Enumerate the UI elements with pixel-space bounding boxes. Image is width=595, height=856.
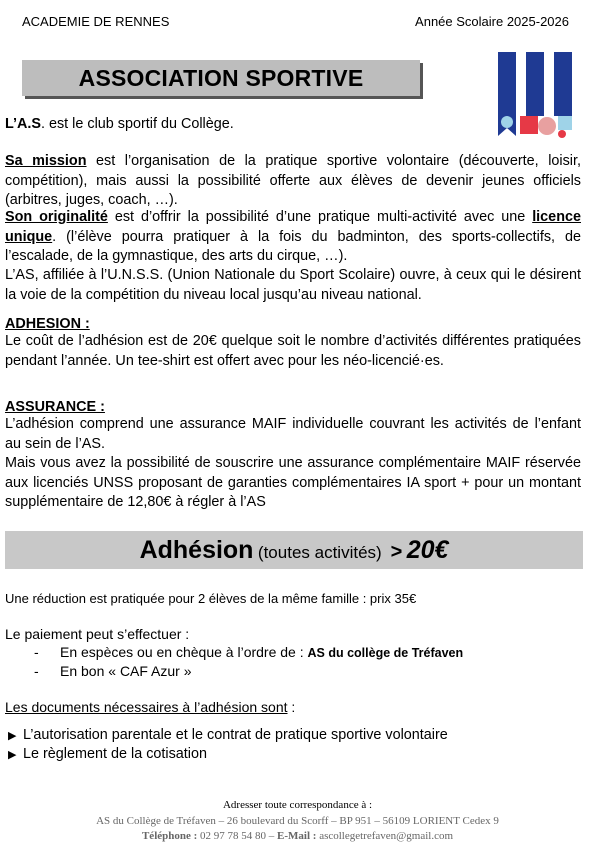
documents-heading-line <box>5 699 295 715</box>
triangle-bullet-icon: ▶ <box>8 749 17 761</box>
mission-heading: Sa mission <box>5 153 87 169</box>
reduction-text: Une réduction est pratiquée pour 2 élèves de la même famille : prix 35€ <box>5 591 417 606</box>
originalite-text-1: est d’offrir la possibilité d’une pratique multi-activité avec une <box>107 209 533 225</box>
intro-paragraph <box>5 115 581 135</box>
footer-contact <box>0 829 595 843</box>
payment-item-text: En bon « CAF Azur » <box>60 663 192 679</box>
adhesion-heading: ADHESION : <box>5 316 90 332</box>
payment-payee: AS du collège de Tréfaven <box>307 646 464 660</box>
adhesion-word: Adhésion <box>139 536 254 564</box>
assurance-text-2: Mais vous avez la possibilité de souscrire une assurance complémentaire MAIF réservée aux licenciés UNSS proposant de garanties complémentaires IA sport + pour un montant supplémentaire de 12,80€ à régler à l’AS <box>5 455 581 510</box>
adhesion-arrow: > <box>390 541 403 563</box>
title-banner <box>22 60 420 96</box>
payment-item-text: En espèces ou en chèque à l’ordre de : <box>60 644 308 660</box>
adhesion-subtitle: (toutes activités) <box>257 543 382 562</box>
phone-number: 02 97 78 54 80 – <box>197 830 278 842</box>
academy-label: ACADEMIE DE RENNES <box>22 14 170 29</box>
dash-bullet: - <box>34 663 39 679</box>
email-label: E-Mail : <box>277 830 317 842</box>
footer-address: AS du Collège de Tréfaven – 26 boulevard du Scorff – BP 951 – 56109 LORIENT Cedex 9 <box>96 815 499 827</box>
intro-text: . est le club sportif du Collège. <box>40 116 234 132</box>
as-abbrev: L’A.S <box>5 116 41 132</box>
email-address: ascollegetrefaven@gmail.com <box>316 830 454 842</box>
page-title: ASSOCIATION SPORTIVE <box>78 65 364 91</box>
assurance-heading: ASSURANCE : <box>5 399 105 415</box>
originalite-paragraph <box>5 208 581 267</box>
document-item <box>8 746 207 762</box>
documents-colon: : <box>287 699 296 715</box>
adhesion-price: 20€ <box>406 536 449 564</box>
mission-text: est l’organisation de la pratique sportive volontaire (découverte, loisir, compétition), mais aussi la possibilité offerte aux élèves de devenir jeunes officiels (arbitres, juges, coach, …). <box>5 153 581 208</box>
document-item-text: L’autorisation parentale et le contrat de pratique sportive volontaire <box>23 727 448 743</box>
adhesion-text: Le coût de l’adhésion est de 20€ quelque soit le nombre d’activités différentes pratiquées pendant l’année. Un tee-shirt est offert avec pour les néo-licencié·es. <box>5 333 581 369</box>
footer-line-1: Adresser toute correspondance à : <box>222 799 373 811</box>
originalite-text-2: . (l’élève pourra pratiquer à la fois du badminton, des sports-collectifs, de l’escalade, de la gymnastique, des arts du cirque, …). <box>5 228 581 264</box>
document-item-text: Le règlement de la cotisation <box>23 746 207 762</box>
payment-item <box>34 663 192 679</box>
assurance-text-1: L’adhésion comprend une assurance MAIF individuelle couvrant les activités de l’enfant au sein de l’AS. <box>5 416 581 452</box>
adhesion-price-bar <box>5 531 583 569</box>
payment-item <box>34 644 463 660</box>
phone-label: Téléphone : <box>141 830 198 842</box>
documents-heading: Les documents nécessaires à l’adhésion sont <box>5 699 288 715</box>
triangle-bullet-icon: ▶ <box>8 730 17 742</box>
licence-unique: licence unique <box>5 209 581 245</box>
document-item <box>8 727 448 743</box>
school-year-label: Année Scolaire 2025-2026 <box>415 14 569 29</box>
payment-intro: Le paiement peut s’effectuer : <box>5 626 190 642</box>
unss-paragraph: L’AS, affiliée à l’U.N.S.S. (Union Nationale du Sport Scolaire) ouvre, à ceux qui le désirent la voie de la compétition du niveau local jusqu’au niveau national. <box>5 267 581 303</box>
originalite-heading: Son originalité <box>5 209 108 225</box>
dash-bullet: - <box>34 644 39 660</box>
mission-paragraph <box>5 152 581 211</box>
